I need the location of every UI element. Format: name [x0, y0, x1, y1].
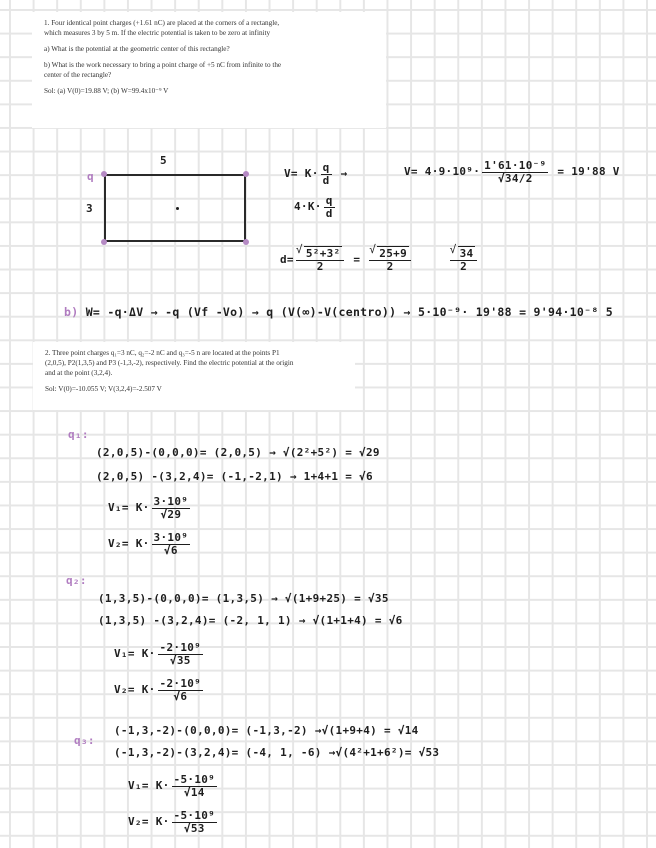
q2-label: q₂:	[66, 574, 87, 587]
part-b-label: b)	[64, 305, 79, 319]
diagram-charge-label: q	[87, 170, 94, 183]
problem-1-part-a: a) What is the potential at the geometric center of this rectangle?	[44, 45, 230, 53]
corner-charge-bottom-left	[101, 239, 107, 245]
problem-1-part-b-line-1: b) What is the work necessary to bring a point charge of +5 nC from infinite to the	[44, 61, 282, 69]
problem-2-statement	[33, 342, 355, 410]
problem-2-line-3: and at the point (3,2,4).	[45, 369, 113, 377]
problem-1-statement	[32, 12, 386, 128]
q1-label: q₁:	[68, 428, 89, 441]
problem-1-line-2: which measures 3 by 5 m. If the electric potential is taken to be zero at infinity	[44, 29, 271, 37]
potential-sum-formula: 4·K· $\frac{q}{d}$	[294, 194, 333, 220]
rectangle-shape	[104, 174, 246, 242]
q1-v2: V₂= K· $\frac{\text{3·10⁹}}{√6}$	[108, 531, 189, 557]
q2-v1: V₁= K· $\frac{\text{-2·10⁹}}{√35}$	[114, 641, 202, 667]
problem-1-part-b-line-2: center of the rectangle?	[44, 71, 112, 79]
q1-distance-point: (2,0,5) -(3,2,4)= (-1,-2,1) → 1+4+1 = √6	[96, 470, 373, 483]
work-calculation-line	[64, 305, 613, 319]
distance-calculation: d= √ $\frac{\text{5²+3²}}{2}$ = √ $\frac{25+9}{2}$ √ $\frac{34}{2}$	[280, 248, 479, 272]
q1-v1: V₁= K· $\frac{\text{3·10⁹}}{√29}$	[108, 495, 189, 521]
corner-charge-top-right	[243, 171, 249, 177]
potential-formula: V= K· $\frac{q}{d}$ →	[284, 161, 348, 187]
problem-2-solution: Sol: V(0)=-10.055 V; V(3,2,4)=-2.507 V	[45, 385, 162, 393]
corner-charge-bottom-right	[243, 239, 249, 245]
problem-1-solution: Sol: (a) V(0)=19.88 V; (b) W=99.4x10⁻⁹ V	[44, 87, 169, 95]
q3-distance-point: (-1,3,-2)-(3,2,4)= (-4, 1, -6) →√(4²+1+6²)= √53	[114, 746, 440, 759]
q3-distance-origin: (-1,3,-2)-(0,0,0)= (-1,3,-2) →√(1+9+4) = √14	[114, 724, 419, 737]
q3-v1: V₁= K· $\frac{\text{-5·10⁹}}{√14}$	[128, 773, 216, 799]
problem-2-line-2: (2,0,5), P2(1,3,5) and P3 (-1,3,-2), respectively. Find the electric potential at the origin	[45, 359, 294, 367]
q2-distance-origin: (1,3,5)-(0,0,0)= (1,3,5) → √(1+9+25) = √35	[98, 592, 389, 605]
problem-2-line-1: 2. Three point charges q₁=3 nC, q₂=-2 nC and q₃=-5 n are located at the points P1	[45, 349, 280, 357]
q2-distance-point: (1,3,5) -(3,2,4)= (-2, 1, 1) → √(1+1+4) = √6	[98, 614, 403, 627]
corner-charge-top-left	[101, 171, 107, 177]
rectangle-center-point	[176, 207, 179, 210]
q2-v2: V₂= K· $\frac{\text{-2·10⁹}}{√6}$	[114, 677, 202, 703]
work-equation: W= -q·ΔV → -q (Vf -Vo) → q (V(∞)-V(centro)) → 5·10⁻⁹· 19'88 = 9'94·10⁻⁸ 5	[85, 305, 614, 319]
q3-label: q₃:	[74, 734, 95, 747]
diagram-side-label: 3	[86, 202, 93, 215]
diagram-top-label: 5	[160, 154, 167, 167]
potential-calculation: V= 4·9·10⁹· $\frac{\text{1'61·10⁻⁹}}{√34/2}$ = 19'88 V	[404, 159, 620, 185]
q1-distance-origin: (2,0,5)-(0,0,0)= (2,0,5) → √(2²+5²) = √29	[96, 446, 380, 459]
problem-1-line-1: 1. Four identical point charges (+1.61 nC) are placed at the corners of a rectangle,	[44, 19, 280, 27]
q3-v2: V₂= K· $\frac{\text{-5·10⁹}}{√53}$	[128, 809, 216, 835]
